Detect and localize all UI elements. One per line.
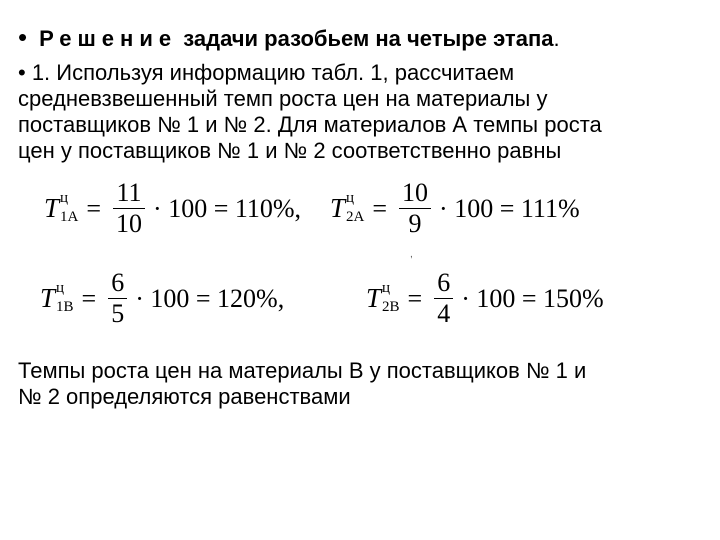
symbol-indices bbox=[56, 279, 74, 315]
paragraph-line: средневзвешенный темп роста цен на материалы у bbox=[18, 86, 548, 111]
fraction bbox=[113, 178, 145, 239]
superscript: ц bbox=[60, 189, 69, 206]
paragraph-line: • 1. Используя информацию табл. 1, рассчитаем bbox=[18, 60, 515, 85]
stray-mark: , bbox=[410, 249, 413, 260]
superscript: ц bbox=[56, 279, 65, 296]
formula-result: · 100 = 111% bbox=[439, 193, 580, 223]
formula-result: · 100 = 110%, bbox=[153, 193, 302, 223]
equals-sign: = bbox=[81, 283, 97, 313]
symbol-indices bbox=[346, 189, 365, 225]
equals-sign: = bbox=[86, 193, 102, 223]
symbol-letter: T bbox=[40, 282, 56, 313]
paragraph-line: № 2 определяются равенствами bbox=[18, 384, 351, 409]
formula-symbol bbox=[330, 189, 365, 225]
denominator: 4 bbox=[437, 299, 451, 328]
bullet-marker: • bbox=[18, 22, 28, 52]
symbol-letter: T bbox=[44, 192, 60, 223]
symbol-letter: T bbox=[366, 282, 382, 313]
denominator: 5 bbox=[111, 299, 125, 328]
formula-symbol bbox=[44, 189, 79, 225]
heading-line bbox=[18, 24, 560, 52]
equals-sign: = bbox=[372, 193, 388, 223]
numerator: 10 bbox=[402, 178, 429, 207]
denominator: 10 bbox=[116, 209, 143, 238]
symbol-indices bbox=[382, 279, 400, 315]
superscript: ц bbox=[382, 279, 391, 296]
formula-symbol bbox=[40, 279, 74, 315]
material-b-paragraph bbox=[18, 358, 708, 410]
subscript: 1B bbox=[56, 298, 74, 315]
formula-symbol bbox=[366, 279, 400, 315]
subscript: 2B bbox=[382, 298, 400, 315]
formula-result: · 100 = 150% bbox=[461, 283, 604, 313]
paragraph-line: цен у поставщиков № 1 и № 2 соответственно равны bbox=[18, 138, 562, 163]
formula-t2a bbox=[330, 178, 580, 239]
equals-sign: = bbox=[407, 283, 423, 313]
formula-t1a bbox=[44, 178, 301, 239]
subscript: 1A bbox=[60, 208, 79, 225]
symbol-indices bbox=[60, 189, 79, 225]
heading-spaced-word: Решение bbox=[39, 26, 178, 51]
formula-t1b bbox=[40, 268, 284, 329]
fraction bbox=[434, 268, 453, 329]
step-one-paragraph bbox=[18, 60, 708, 164]
paragraph-line: поставщиков № 1 и № 2. Для материалов А темпы роста bbox=[18, 112, 602, 137]
formula-result: · 100 = 120%, bbox=[135, 283, 285, 313]
numerator: 6 bbox=[437, 268, 451, 297]
subscript: 2A bbox=[346, 208, 365, 225]
heading-period: . bbox=[553, 26, 560, 51]
numerator: 11 bbox=[116, 178, 142, 207]
formula-t2b bbox=[366, 268, 604, 329]
fraction bbox=[108, 268, 127, 329]
numerator: 6 bbox=[111, 268, 125, 297]
denominator: 9 bbox=[408, 209, 422, 238]
heading-text: задачи разобьем на четыре этапа bbox=[183, 26, 554, 51]
symbol-letter: T bbox=[330, 192, 346, 223]
superscript: ц bbox=[346, 189, 355, 206]
fraction bbox=[399, 178, 431, 239]
paragraph-line: Темпы роста цен на материалы В у поставщиков № 1 и bbox=[18, 358, 587, 383]
